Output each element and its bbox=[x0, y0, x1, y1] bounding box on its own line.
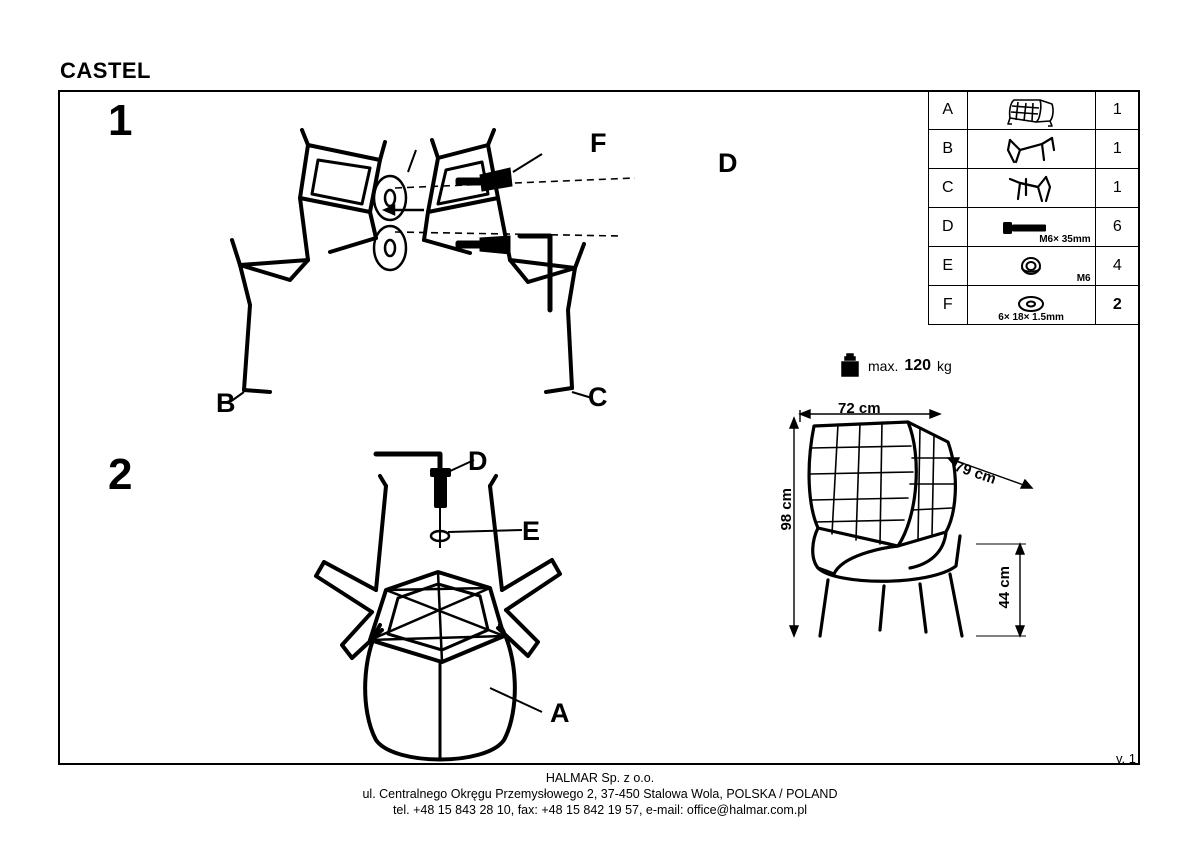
part-qty: 4 bbox=[1095, 247, 1139, 286]
part-spec: M6× 35mm bbox=[1039, 234, 1091, 245]
part-qty: 2 bbox=[1095, 286, 1139, 325]
max-load-value: 120 bbox=[904, 357, 932, 374]
part-letter: E bbox=[929, 247, 968, 286]
callout-label-d-step2: D bbox=[468, 446, 488, 476]
step1-drawing bbox=[180, 120, 800, 430]
part-qty: 6 bbox=[1095, 208, 1139, 247]
dimension-depth: 79 cm bbox=[952, 458, 999, 488]
callout-label-b-step1: B bbox=[216, 388, 236, 418]
dimension-width: 72 cm bbox=[838, 400, 881, 417]
dimension-height: 98 cm bbox=[778, 488, 795, 531]
page-title: CASTEL bbox=[60, 58, 151, 83]
part-qty: 1 bbox=[1095, 91, 1139, 130]
callout-label-a-step2: A bbox=[550, 698, 570, 728]
step-number-2: 2 bbox=[108, 450, 133, 499]
callout-label-d-step1: D bbox=[718, 148, 738, 178]
table-row bbox=[929, 286, 1140, 325]
washer-icon bbox=[967, 286, 1095, 325]
footer-address: ul. Centralnego Okręgu Przemysłowego 2, 37-450 Stalowa Wola, POLSKA / POLAND bbox=[362, 787, 838, 801]
part-spec: 6× 18× 1.5mm bbox=[998, 312, 1064, 323]
parts-table bbox=[928, 90, 1140, 325]
leg-frame-left-icon bbox=[967, 130, 1095, 169]
table-row bbox=[929, 91, 1140, 130]
max-load-prefix: max. bbox=[868, 358, 899, 374]
leg-frame-right-icon bbox=[967, 169, 1095, 208]
footer-contact: tel. +48 15 843 28 10, fax: +48 15 842 19 57, e-mail: office@halmar.com.pl bbox=[392, 803, 808, 817]
footer bbox=[0, 770, 1200, 818]
table-row bbox=[929, 208, 1140, 247]
footer-company: HALMAR Sp. z o.o. bbox=[545, 771, 655, 785]
table-row bbox=[929, 130, 1140, 169]
bolt-icon bbox=[967, 208, 1095, 247]
table-row bbox=[929, 169, 1140, 208]
dimension-seat-height: 44 cm bbox=[996, 566, 1013, 609]
step-number-1: 1 bbox=[108, 96, 133, 145]
part-letter: F bbox=[929, 286, 968, 325]
part-letter: D bbox=[929, 208, 968, 247]
weight-icon bbox=[838, 352, 862, 380]
nut-icon bbox=[967, 247, 1095, 286]
part-spec: M6 bbox=[1076, 273, 1091, 284]
max-load-indicator bbox=[838, 352, 952, 380]
callout-label-f-step1: F bbox=[590, 128, 607, 158]
document-version: v. 1 bbox=[1116, 751, 1136, 766]
callout-label-c-step1: C bbox=[588, 382, 608, 412]
part-letter: B bbox=[929, 130, 968, 169]
part-letter: C bbox=[929, 169, 968, 208]
chair-dimension-drawing bbox=[780, 396, 1060, 656]
table-row bbox=[929, 247, 1140, 286]
part-letter: A bbox=[929, 91, 968, 130]
armchair-icon bbox=[967, 91, 1095, 130]
max-load-unit: kg bbox=[937, 358, 952, 374]
part-qty: 1 bbox=[1095, 130, 1139, 169]
callout-label-e-step2: E bbox=[522, 516, 541, 546]
part-qty: 1 bbox=[1095, 169, 1139, 208]
